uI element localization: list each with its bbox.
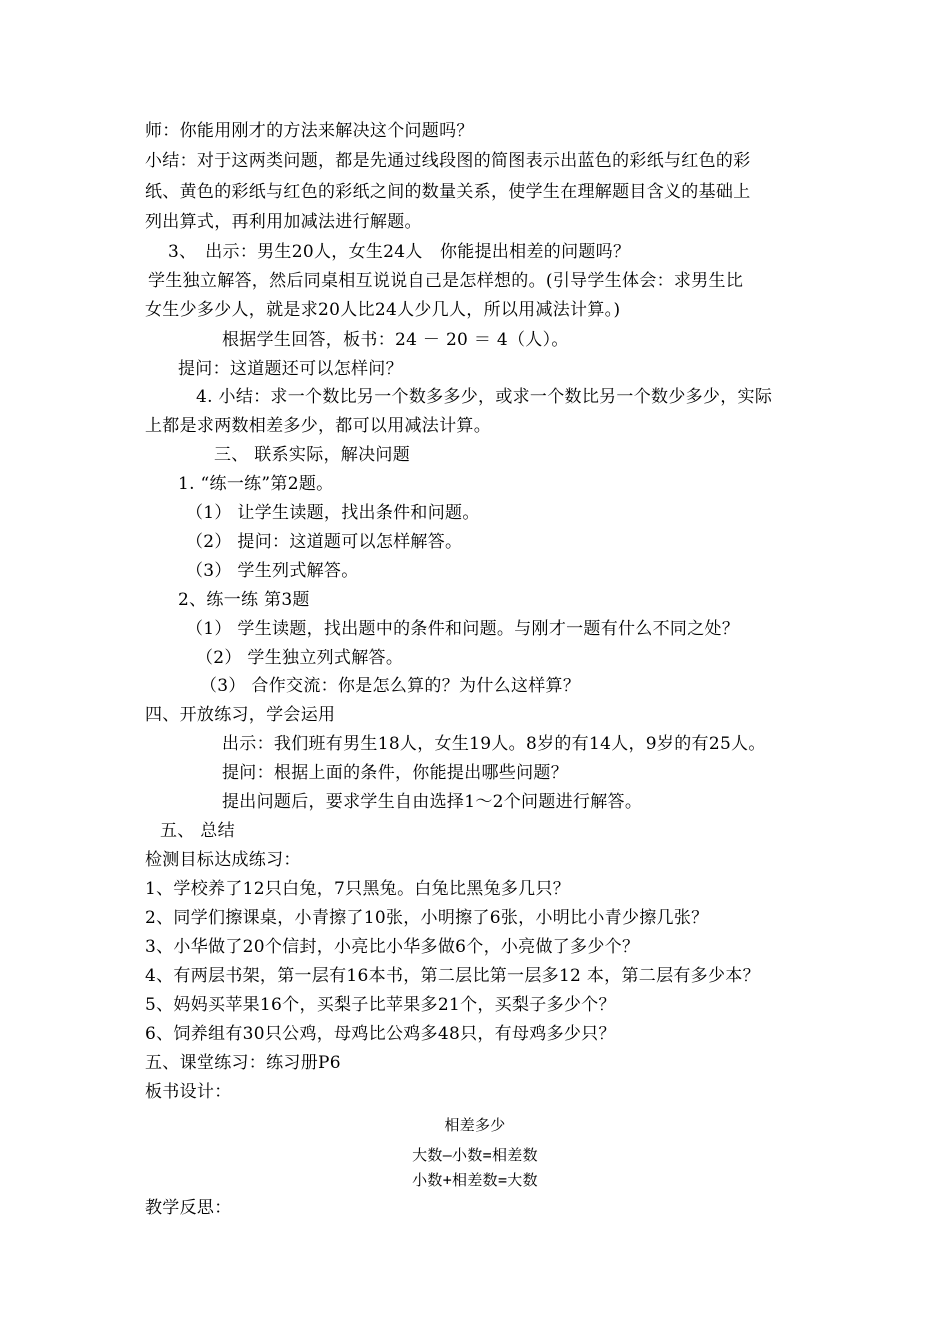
text-line: 列出算式，再利用加减法进行解题。 xyxy=(145,212,422,232)
exercise-item: 3、小华做了20个信封，小亮比小华多做6个，小亮做了多少个？ xyxy=(145,937,640,957)
text-line: （1） 学生读题，找出题中的条件和问题。与刚才一题有什么不同之处？ xyxy=(186,619,740,639)
text-line: （2） 提问：这道题可以怎样解答。 xyxy=(186,532,463,552)
board-title: 相差多少 xyxy=(444,1116,506,1134)
exercise-item: 1、学校养了12只白兔，7只黑兔。白兔比黑兔多几只？ xyxy=(145,879,571,899)
text-line: 3、 出示：男生20人，女生24人 你能提出相差的问题吗？ xyxy=(168,242,631,262)
exercise-item: 2、同学们擦课桌，小青擦了10张，小明擦了6张，小明比小青少擦几张？ xyxy=(145,908,709,928)
text-line: 师：你能用刚才的方法来解决这个问题吗？ xyxy=(145,121,474,141)
text-line: 4. 小结：求一个数比另一个数多多少，或求一个数比另一个数少多少，实际 xyxy=(196,387,773,407)
text-line: 小结：对于这两类问题，都是先通过线段图的简图表示出蓝色的彩纸与红色的彩 xyxy=(145,151,751,171)
text-line: 出示：我们班有男生18人，女生19人。8岁的有14人，9岁的有25人。 xyxy=(222,734,766,754)
text-line: 提问：这道题还可以怎样问？ xyxy=(178,359,403,379)
text-line: 上都是求两数相差多少，都可以用减法计算。 xyxy=(145,416,491,436)
section-heading: 三、 联系实际，解决问题 xyxy=(214,445,411,465)
text-line: 板书设计： xyxy=(145,1082,232,1102)
board-formula: 小数+相差数=大数 xyxy=(412,1171,538,1189)
text-line: 教学反思： xyxy=(145,1198,232,1218)
exercise-item: 6、饲养组有30只公鸡，母鸡比公鸡多48只，有母鸡多少只？ xyxy=(145,1024,616,1044)
board-formula: 大数—小数=相差数 xyxy=(412,1146,538,1164)
text-line: （2） 学生独立列式解答。 xyxy=(196,648,404,668)
text-line: 学生独立解答，然后同桌相互说说自己是怎样想的。(引导学生体会：求男生比 xyxy=(148,271,744,291)
text-line: （3） 学生列式解答。 xyxy=(186,561,359,581)
section-heading: 四、开放练习，学会运用 xyxy=(145,705,336,725)
text-line: 五、课堂练习：练习册P6 xyxy=(145,1053,341,1073)
exercise-item: 5、妈妈买苹果16个，买梨子比苹果多21个，买梨子多少个？ xyxy=(145,995,616,1015)
exercise-item: 4、有两层书架，第一层有16本书，第二层比第一层多12 本，第二层有多少本？ xyxy=(145,966,760,986)
board-writing-line: 根据学生回答，板书：24 － 20 ＝ 4（人）。 xyxy=(222,330,569,350)
text-line: 1. “练一练”第2题。 xyxy=(178,474,334,494)
text-line: 纸、黄色的彩纸与红色的彩纸之间的数量关系，使学生在理解题目含义的基础上 xyxy=(145,182,751,202)
text-line: （3） 合作交流：你是怎么算的？为什么这样算？ xyxy=(200,676,581,696)
text-line: 提问：根据上面的条件，你能提出哪些问题？ xyxy=(222,763,568,783)
text-line: 女生少多少人，就是求20人比24人少几人，所以用减法计算。) xyxy=(145,300,621,320)
text-line: 提出问题后，要求学生自由选择1～2个问题进行解答。 xyxy=(222,792,643,812)
text-line: 2、练一练 第3题 xyxy=(178,590,310,610)
section-heading: 五、 总结 xyxy=(160,821,235,841)
text-line: 检测目标达成练习： xyxy=(145,850,301,870)
text-line: （1） 让学生读题，找出条件和问题。 xyxy=(186,503,480,523)
